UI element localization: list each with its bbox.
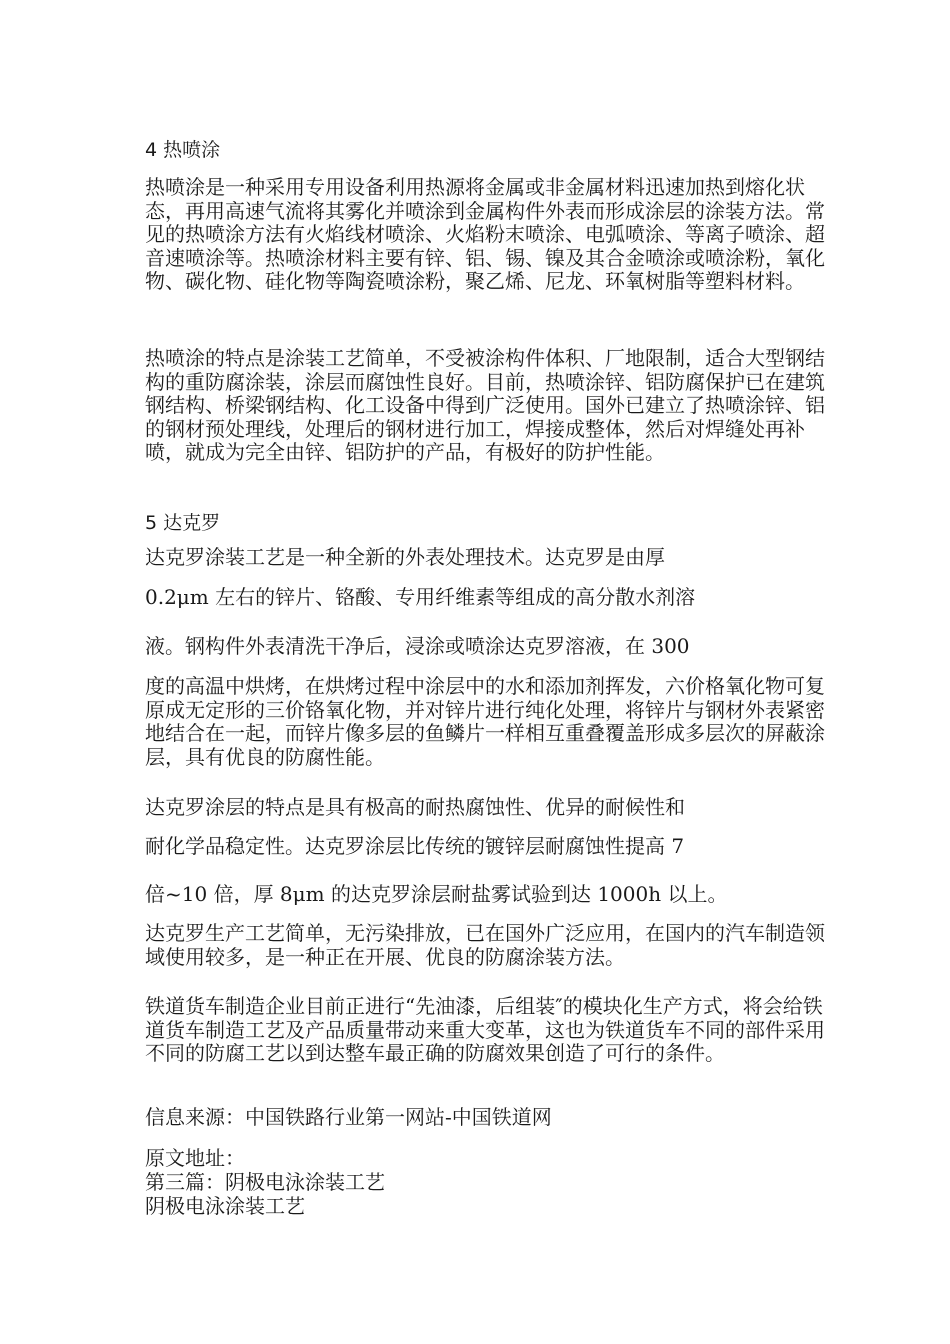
source-line: 信息来源：中国铁路行业第一网站-中国铁道网 — [145, 1105, 552, 1129]
section-5-line-4: 达克罗涂层的特点是具有极高的耐热腐蚀性、优异的耐候性和 — [145, 795, 685, 819]
section-5-line-3: 液。钢构件外表清洗干净后，浸涂或喷涂达克罗溶液，在 300 — [145, 634, 690, 658]
section-5-line-6: 倍~10 倍，厚 8μm 的达克罗涂层耐盐雾试验到达 1000h 以上。 — [145, 882, 728, 906]
section-4-heading: 4 热喷涂 — [145, 139, 221, 161]
section-5-line-1: 达克罗涂装工艺是一种全新的外表处理技术。达克罗是由厚 — [145, 545, 665, 569]
section-5-line-5: 耐化学品稳定性。达克罗涂层比传统的镀锌层耐腐蚀性提高 7 — [145, 834, 685, 858]
part-3-title: 阴极电泳涂装工艺 — [145, 1194, 305, 1218]
section-4-paragraph-2: 热喷涂的特点是涂装工艺简单，不受被涂构件体积、厂地限制，适合大型钢结构的重防腐涂装，涂层而腐蚀性良好。目前，热喷涂锌、铝防腐保护已在建筑钢结构、桥梁钢结构、化工设备中得到广泛使用。国外已建立了热喷涂锌、铝的钢材预处理线，处理后的钢材进行加工，焊接成整体，然后对焊缝处再补喷，就成为完全由锌、铝防护的产品，有极好的防护性能。 — [145, 346, 825, 465]
section-4-paragraph-1: 热喷涂是一种采用专用设备利用热源将金属或非金属材料迅速加热到熔化状态，再用高速气流将其雾化并喷涂到金属构件外表而形成涂层的涂装方法。常见的热喷涂方法有火焰线材喷涂、火焰粉末喷涂、电弧喷涂、等离子喷涂、超音速喷涂等。热喷涂材料主要有锌、铝、锡、镍及其合金喷涂或喷涂粉，氧化物、碳化物、硅化物等陶瓷喷涂粉，聚乙烯、尼龙、环氧树脂等塑料材料。 — [145, 175, 825, 294]
section-5-paragraph-4: 铁道货车制造企业目前正进行“先油漆，后组装″的模块化生产方式，将会给铁道货车制造工艺及产品质量带动来重大变革，这也为铁道货车不同的部件采用不同的防腐工艺以到达整车最正确的防腐效果创造了可行的条件。 — [145, 994, 825, 1066]
section-5-paragraph-1-rest: 度的高温中烘烤，在烘烤过程中涂层中的水和添加剂挥发，六价格氧化物可复原成无定形的三价铬氧化物，并对锌片进行纯化处理，将锌片与钢材外表紧密地结合在一起，而锌片像多层的鱼鳞片一样相互重叠覆盖形成多层次的屏蔽涂层，具有优良的防腐性能。 — [145, 674, 825, 769]
original-address-label: 原文地址： — [145, 1146, 245, 1170]
section-5-heading: 5 达克罗 — [145, 512, 221, 534]
section-5-line-2: 0.2μm 左右的锌片、铬酸、专用纤维素等组成的高分散水剂溶 — [145, 585, 696, 609]
section-5-paragraph-3: 达克罗生产工艺简单，无污染排放，已在国外广泛应用，在国内的汽车制造领域使用较多，是一种正在开展、优良的防腐涂装方法。 — [145, 921, 825, 969]
part-3-heading: 第三篇：阴极电泳涂装工艺 — [145, 1170, 385, 1194]
